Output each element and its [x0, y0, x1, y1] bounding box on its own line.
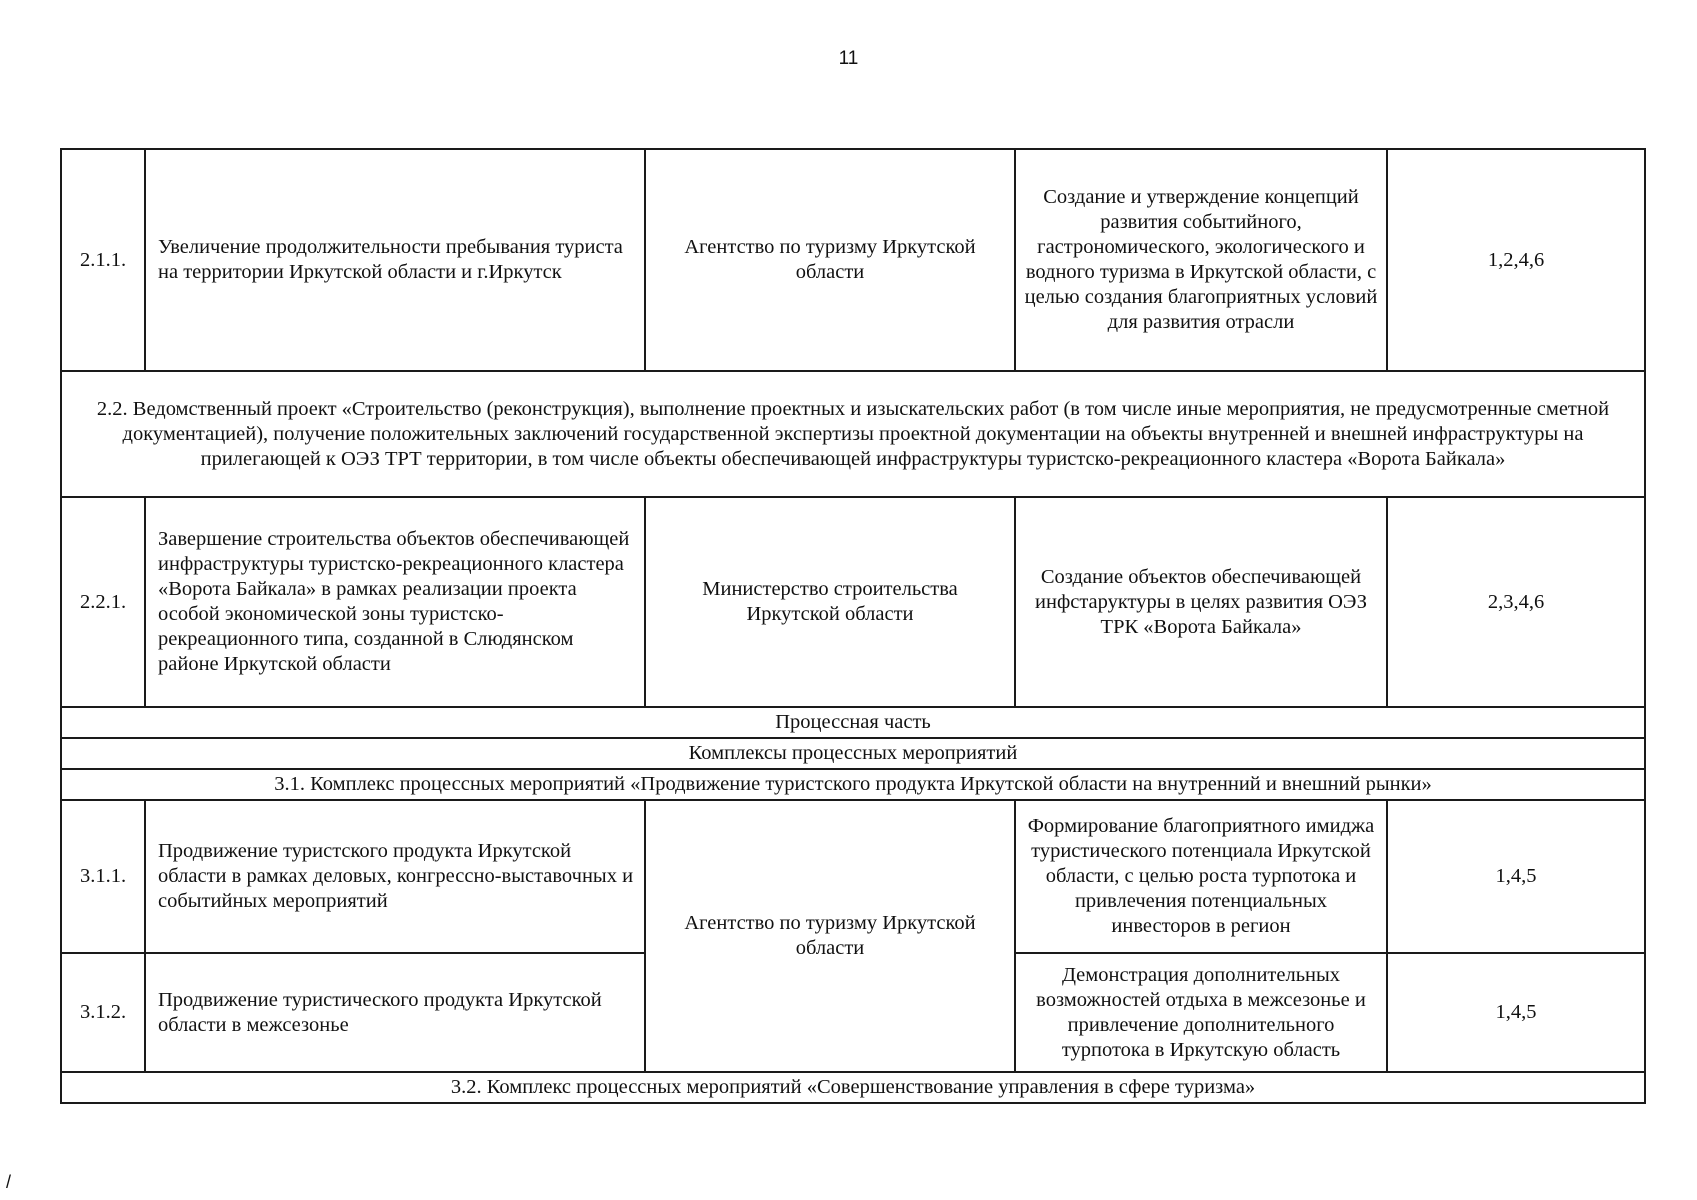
- expected-result: Создание объектов обеспечивающей инфстаруктуры в целях развития ОЭЗ ТРК «Ворота Байкала»: [1015, 497, 1387, 707]
- row-number: 2.2.1.: [61, 497, 145, 707]
- margin-mark: /: [6, 1172, 12, 1192]
- row-number: 3.1.2.: [61, 953, 145, 1072]
- section-row: [61, 738, 1645, 769]
- section-row: [61, 371, 1645, 497]
- measure-name: Завершение строительства объектов обеспечивающей инфраструктуры туристско-рекреационного кластера «Ворота Байкала» в рамках реализации проекта особой экономической зоны туристско-рекреационного типа, созданной в Слюдянском районе Иркутской области: [145, 497, 645, 707]
- measure-name: Продвижение туристического продукта Иркутской области в межсезонье: [145, 953, 645, 1072]
- page-number: 11: [838, 48, 859, 69]
- section-heading-2-2: 2.2. Ведомственный проект «Строительство (реконструкция), выполнение проектных и изыскательских работ (в том числе иные мероприятия, не предусмотренные сметной документацией), получение положительных заключений государственной экспертизы проектной документации на объекты внутренней и внешней инфраструктуры на прилегающей к ОЭЗ ТРТ территории, в том числе объекты обеспечивающей инфраструктуры туристско-рекреационного кластера «Ворота Байкала»: [61, 371, 1645, 497]
- expected-result: Демонстрация дополнительных возможностей отдыха в межсезонье и привлечение дополнительного турпотока в Иркутскую область: [1015, 953, 1387, 1072]
- table-row: [61, 497, 1645, 707]
- related-indicators: 2,3,4,6: [1387, 497, 1645, 707]
- process-complexes-heading: Комплексы процессных мероприятий: [61, 738, 1645, 769]
- section-row: [61, 707, 1645, 738]
- section-row: [61, 769, 1645, 800]
- responsible-executor: Министерство строительства Иркутской области: [645, 497, 1015, 707]
- related-indicators: 1,2,4,6: [1387, 149, 1645, 371]
- table-row: [61, 800, 1645, 953]
- section-heading-3-2: 3.2. Комплекс процессных мероприятий «Совершенствование управления в сфере туризма»: [61, 1072, 1645, 1103]
- program-measures-table: [60, 148, 1646, 1104]
- section-row: [61, 1072, 1645, 1103]
- section-heading-3-1: 3.1. Комплекс процессных мероприятий «Продвижение туристского продукта Иркутской области на внутренний и внешний рынки»: [61, 769, 1645, 800]
- expected-result: Формирование благоприятного имиджа туристического потенциала Иркутской области, с целью роста турпотока и привлечения потенциальных инвесторов в регион: [1015, 800, 1387, 953]
- expected-result: Создание и утверждение концепций развития событийного, гастрономического, экологического и водного туризма в Иркутской области, с целью создания благоприятных условий для развития отрасли: [1015, 149, 1387, 371]
- table-row: [61, 149, 1645, 371]
- measure-name: Увеличение продолжительности пребывания туриста на территории Иркутской области и г.Иркутск: [145, 149, 645, 371]
- measure-name: Продвижение туристского продукта Иркутской области в рамках деловых, конгрессно-выставочных и событийных мероприятий: [145, 800, 645, 953]
- related-indicators: 1,4,5: [1387, 800, 1645, 953]
- responsible-executor: Агентство по туризму Иркутской области: [645, 149, 1015, 371]
- row-number: 3.1.1.: [61, 800, 145, 953]
- process-part-heading: Процессная часть: [61, 707, 1645, 738]
- row-number: 2.1.1.: [61, 149, 145, 371]
- responsible-executor: Агентство по туризму Иркутской области: [645, 800, 1015, 1072]
- related-indicators: 1,4,5: [1387, 953, 1645, 1072]
